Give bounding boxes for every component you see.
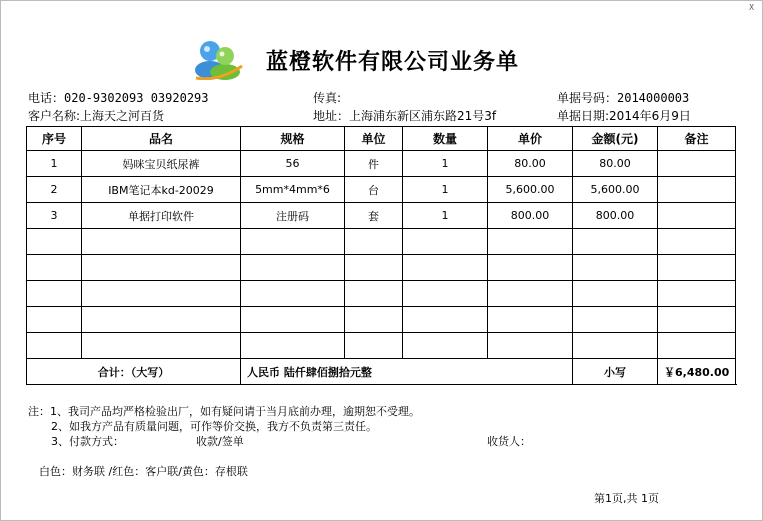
cell-qty: 1 [403, 177, 488, 203]
cell-amount: 80.00 [573, 151, 658, 177]
cell-amount [573, 333, 658, 359]
cell-amount: 800.00 [573, 203, 658, 229]
cell-spec [241, 229, 345, 255]
cell-spec: 5mm*4mm*6 [241, 177, 345, 203]
address-text: 地址：上海浦东新区浦东路21号3f [313, 109, 497, 123]
cell-remark [658, 333, 736, 359]
cell-unit [345, 255, 403, 281]
cell-qty [403, 281, 488, 307]
header-spec: 规格 [241, 127, 345, 151]
total-small-amount: ￥6,480.00 [658, 359, 736, 385]
document-title: 蓝橙软件有限公司业务单 [266, 50, 520, 75]
cell-seq [27, 333, 82, 359]
table-row [27, 281, 736, 307]
cell-unit [345, 281, 403, 307]
table-row [27, 333, 736, 359]
cell-amount: 5,600.00 [573, 177, 658, 203]
messenger-users-icon [192, 36, 244, 80]
cell-remark [658, 255, 736, 281]
cell-price [488, 281, 573, 307]
header-seq: 序号 [27, 127, 82, 151]
customer-name: 客户名称:上海天之河百货 [28, 109, 165, 123]
cell-qty [403, 229, 488, 255]
cell-unit [345, 333, 403, 359]
table-row [27, 151, 736, 177]
cell-spec: 注册码 [241, 203, 345, 229]
cell-seq [27, 229, 82, 255]
cell-price: 5,600.00 [488, 177, 573, 203]
page-number: 第1页,共 1页 [594, 492, 659, 505]
cell-spec [241, 307, 345, 333]
total-amount-words: 人民币 陆仟肆佰捌拾元整 [241, 359, 573, 385]
cell-unit: 件 [345, 151, 403, 177]
table-row [27, 203, 736, 229]
doc-date: 单据日期:2014年6月9日 [557, 109, 691, 123]
table-row [27, 229, 736, 255]
cell-qty: 1 [403, 151, 488, 177]
cell-price [488, 307, 573, 333]
total-label: 合计：（大写） [27, 359, 241, 385]
total-small-label: 小写 [573, 359, 658, 385]
cell-product [82, 255, 241, 281]
cell-qty [403, 255, 488, 281]
cell-spec: 56 [241, 151, 345, 177]
doc-number: 单据号码：2014000003 [557, 91, 690, 105]
table-header-row [27, 127, 736, 151]
header-product: 品名 [82, 127, 241, 151]
phone-text: 电话：020-9302093 03920293 [28, 91, 209, 105]
header-amount: 金额(元) [573, 127, 658, 151]
order-table [26, 126, 736, 385]
cell-seq: 3 [27, 203, 82, 229]
cell-qty [403, 307, 488, 333]
table-row [27, 177, 736, 203]
cell-product [82, 229, 241, 255]
sign-label: 收款/签单 [196, 435, 244, 448]
cell-product: IBM笔记本kd-20029 [82, 177, 241, 203]
corner-close-mark[interactable]: X [749, 3, 754, 12]
cell-spec [241, 255, 345, 281]
cell-product [82, 333, 241, 359]
cell-qty: 1 [403, 203, 488, 229]
copy-colors-note: 白色：财务联 /红色：客户联/黄色：存根联 [39, 465, 248, 478]
table-row [27, 307, 736, 333]
cell-product [82, 281, 241, 307]
table-row [27, 255, 736, 281]
cell-qty [403, 333, 488, 359]
cell-remark [658, 177, 736, 203]
receiver-label: 收货人： [487, 435, 531, 448]
header-qty: 数量 [403, 127, 488, 151]
cell-price [488, 333, 573, 359]
cell-seq [27, 307, 82, 333]
cell-remark [658, 307, 736, 333]
cell-remark [658, 229, 736, 255]
note-line-2: 2、如我方产品有质量问题，可作等价交换，我方不负责第三责任。 [51, 420, 377, 433]
cell-unit: 套 [345, 203, 403, 229]
cell-remark [658, 281, 736, 307]
header-remark: 备注 [658, 127, 736, 151]
cell-seq [27, 281, 82, 307]
cell-remark [658, 203, 736, 229]
cell-price: 80.00 [488, 151, 573, 177]
cell-price: 800.00 [488, 203, 573, 229]
header-price: 单价 [488, 127, 573, 151]
cell-spec [241, 333, 345, 359]
cell-amount [573, 255, 658, 281]
cell-amount [573, 307, 658, 333]
cell-unit: 台 [345, 177, 403, 203]
cell-product [82, 307, 241, 333]
cell-spec [241, 281, 345, 307]
cell-seq: 2 [27, 177, 82, 203]
cell-seq: 1 [27, 151, 82, 177]
header-unit: 单位 [345, 127, 403, 151]
cell-unit [345, 229, 403, 255]
cell-amount [573, 281, 658, 307]
cell-price [488, 255, 573, 281]
cell-price [488, 229, 573, 255]
note-line-1: 注：1、我司产品均严格检验出厂，如有疑问请于当月底前办理，逾期恕不受理。 [28, 405, 420, 418]
cell-seq [27, 255, 82, 281]
cell-product: 妈咪宝贝纸尿裤 [82, 151, 241, 177]
total-row [27, 359, 736, 385]
cell-remark [658, 151, 736, 177]
cell-amount [573, 229, 658, 255]
cell-product: 单据打印软件 [82, 203, 241, 229]
fax-text: 传真: [313, 91, 342, 105]
note-line-3: 3、付款方式： [51, 435, 124, 448]
cell-unit [345, 307, 403, 333]
